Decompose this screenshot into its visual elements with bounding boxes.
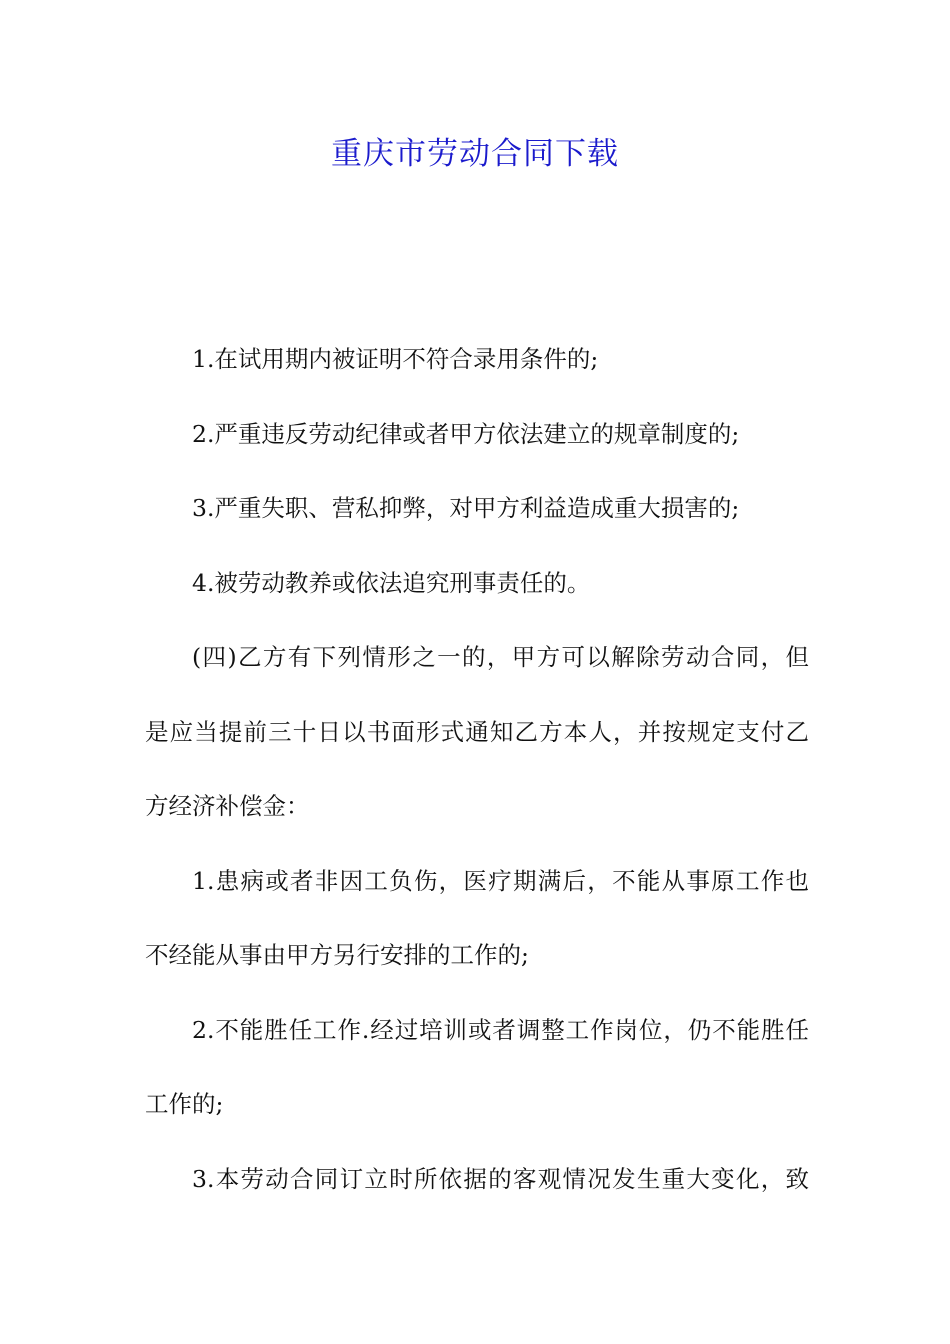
paragraph-line: 1.在试用期内被证明不符合录用条件的;	[192, 345, 599, 373]
paragraph-line: 4.被劳动教养或依法追究刑事责任的。	[192, 568, 591, 597]
document-title: 重庆市劳动合同下载	[331, 136, 619, 172]
paragraph-line: 2.严重违反劳动纪律或者甲方依法建立的规章制度的;	[192, 419, 740, 448]
paragraph-line: 是应当提前三十日以书面形式通知乙方本人，并按规定支付乙	[145, 717, 809, 746]
paragraph-line: 方经济补偿金：	[145, 792, 310, 820]
paragraph-line: (四)乙方有下列情形之一的，甲方可以解除劳动合同，但	[192, 643, 809, 671]
document-body	[145, 336, 809, 1230]
paragraph-line: 3.严重失职、营私抑弊，对甲方利益造成重大损害的;	[192, 494, 740, 522]
paragraph-line: 工作的;	[145, 1090, 224, 1118]
paragraph-line: 1.患病或者非因工负伤，医疗期满后，不能从事原工作也	[192, 866, 809, 895]
paragraph-line: 3.本劳动合同订立时所依据的客观情况发生重大变化，致	[192, 1164, 809, 1193]
paragraph-line: 不经能从事由甲方另行安排的工作的;	[145, 941, 529, 969]
paragraph-line: 2.不能胜任工作.经过培训或者调整工作岗位，仍不能胜任	[192, 1015, 809, 1044]
